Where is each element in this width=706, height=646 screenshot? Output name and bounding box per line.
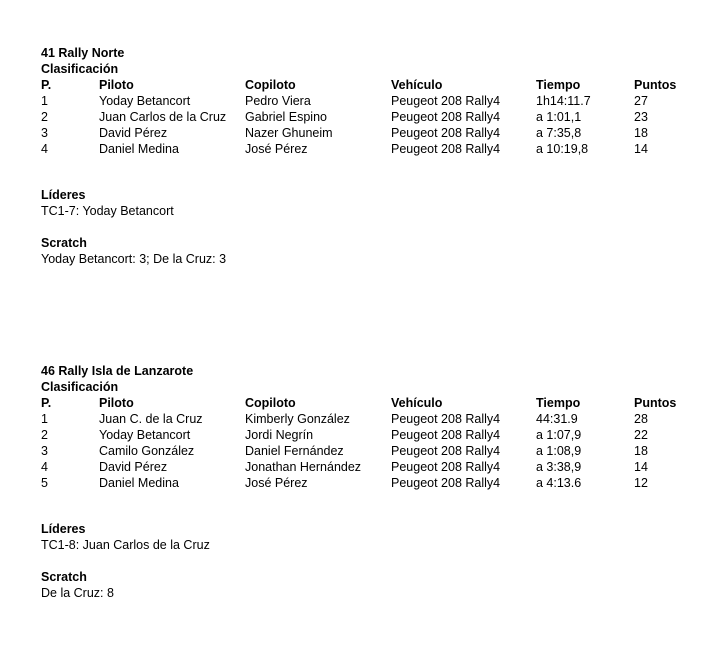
table-row: [41, 125, 701, 141]
cell-driver: David Pérez: [99, 126, 168, 140]
cell-codriver: Kimberly González: [245, 412, 350, 426]
header-codriver: Copiloto: [245, 396, 296, 410]
cell-position: 2: [41, 110, 48, 124]
cell-position: 1: [41, 94, 48, 108]
leaders-text: TC1-7: Yoday Betancort: [41, 204, 174, 218]
table-header: [41, 395, 701, 411]
cell-position: 4: [41, 142, 48, 156]
cell-points: 27: [634, 94, 648, 108]
rally-title: 41 Rally Norte: [41, 46, 125, 60]
cell-time: a 1:08,9: [536, 444, 582, 458]
header-time: Tiempo: [536, 78, 581, 92]
cell-points: 12: [634, 476, 648, 490]
cell-driver: David Pérez: [99, 460, 168, 474]
cell-time: a 4:13.6: [536, 476, 582, 490]
cell-position: 2: [41, 428, 48, 442]
scratch-text: De la Cruz: 8: [41, 586, 114, 600]
cell-position: 3: [41, 444, 48, 458]
cell-codriver: Pedro Viera: [245, 94, 311, 108]
cell-driver: Daniel Medina: [99, 142, 179, 156]
cell-driver: Yoday Betancort: [99, 94, 191, 108]
table-row: [41, 443, 701, 459]
header-codriver: Copiloto: [245, 78, 296, 92]
cell-driver: Daniel Medina: [99, 476, 179, 490]
table-row: [41, 93, 701, 109]
header-vehicle: Vehículo: [391, 396, 443, 410]
cell-driver: Juan Carlos de la Cruz: [99, 110, 227, 124]
cell-vehicle: Peugeot 208 Rally4: [391, 94, 501, 108]
header-position: P.: [41, 396, 52, 410]
cell-points: 14: [634, 142, 648, 156]
table-row: [41, 141, 701, 157]
cell-time: 44:31.9: [536, 412, 578, 426]
cell-codriver: Jonathan Hernández: [245, 460, 362, 474]
cell-vehicle: Peugeot 208 Rally4: [391, 476, 501, 490]
table-row: [41, 109, 701, 125]
cell-time: a 10:19,8: [536, 142, 589, 156]
cell-points: 18: [634, 126, 648, 140]
cell-vehicle: Peugeot 208 Rally4: [391, 110, 501, 124]
cell-time: a 3:38,9: [536, 460, 582, 474]
header-position: P.: [41, 78, 52, 92]
table-row: [41, 427, 701, 443]
cell-position: 5: [41, 476, 48, 490]
cell-position: 1: [41, 412, 48, 426]
cell-position: 4: [41, 460, 48, 474]
cell-vehicle: Peugeot 208 Rally4: [391, 428, 501, 442]
cell-driver: Juan C. de la Cruz: [99, 412, 203, 426]
scratch-heading: Scratch: [41, 570, 87, 584]
cell-position: 3: [41, 126, 48, 140]
classification-heading: Clasificación: [41, 380, 119, 394]
header-driver: Piloto: [99, 396, 134, 410]
cell-vehicle: Peugeot 208 Rally4: [391, 142, 501, 156]
table-row: [41, 475, 701, 491]
leaders-heading: Líderes: [41, 188, 86, 202]
scratch-text: Yoday Betancort: 3; De la Cruz: 3: [41, 252, 227, 266]
cell-points: 22: [634, 428, 648, 442]
header-time: Tiempo: [536, 396, 581, 410]
scratch-heading: Scratch: [41, 236, 87, 250]
cell-time: 1h14:11.7: [536, 94, 591, 108]
cell-vehicle: Peugeot 208 Rally4: [391, 460, 501, 474]
cell-codriver: Nazer Ghuneim: [245, 126, 333, 140]
cell-vehicle: Peugeot 208 Rally4: [391, 412, 501, 426]
leaders-text: TC1-8: Juan Carlos de la Cruz: [41, 538, 210, 552]
cell-codriver: José Pérez: [245, 142, 308, 156]
table-row: [41, 459, 701, 475]
cell-time: a 1:01,1: [536, 110, 582, 124]
cell-points: 18: [634, 444, 648, 458]
table-row: [41, 411, 701, 427]
cell-vehicle: Peugeot 208 Rally4: [391, 126, 501, 140]
table-header: [41, 77, 701, 93]
cell-time: a 1:07,9: [536, 428, 582, 442]
cell-driver: Yoday Betancort: [99, 428, 191, 442]
rally-title: 46 Rally Isla de Lanzarote: [41, 364, 194, 378]
cell-codriver: Daniel Fernández: [245, 444, 344, 458]
cell-driver: Camilo González: [99, 444, 195, 458]
rally-section-2: [41, 363, 701, 601]
cell-time: a 7:35,8: [536, 126, 582, 140]
cell-codriver: Jordi Negrín: [245, 428, 314, 442]
cell-vehicle: Peugeot 208 Rally4: [391, 444, 501, 458]
header-points: Puntos: [634, 396, 677, 410]
rally-section-1: [41, 45, 701, 267]
header-points: Puntos: [634, 78, 677, 92]
header-driver: Piloto: [99, 78, 134, 92]
header-vehicle: Vehículo: [391, 78, 443, 92]
cell-codriver: José Pérez: [245, 476, 308, 490]
classification-heading: Clasificación: [41, 62, 119, 76]
leaders-heading: Líderes: [41, 522, 86, 536]
cell-codriver: Gabriel Espino: [245, 110, 327, 124]
cell-points: 28: [634, 412, 648, 426]
cell-points: 14: [634, 460, 648, 474]
cell-points: 23: [634, 110, 648, 124]
